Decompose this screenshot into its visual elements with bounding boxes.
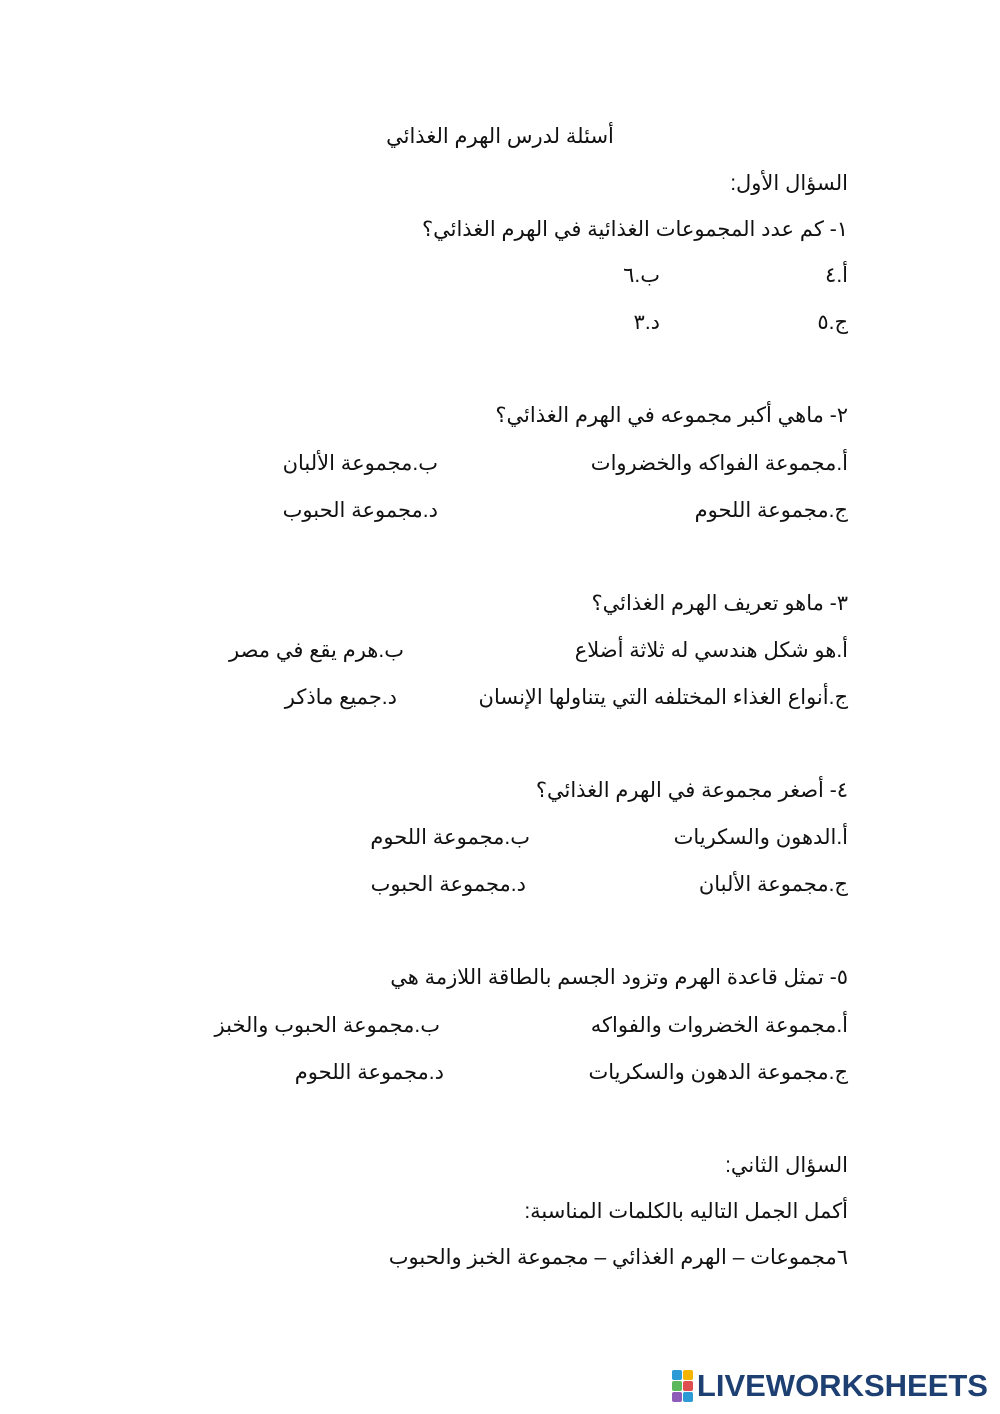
question-4-option-d[interactable]: د.مجموعة الحبوب bbox=[370, 873, 526, 896]
page-title: أسئلة لدرس الهرم الغذائي bbox=[386, 125, 614, 148]
question-1-option-b[interactable]: ب.٦ bbox=[623, 264, 660, 287]
question-4-option-a[interactable]: أ.الدهون والسكريات bbox=[673, 826, 848, 849]
question-2-option-b[interactable]: ب.مجموعة الألبان bbox=[282, 452, 438, 475]
question-2-text: ٢- ماهي أكبر مجموعه في الهرم الغذائي؟ bbox=[495, 404, 848, 427]
question-2-option-d[interactable]: د.مجموعة الحبوب bbox=[282, 499, 438, 522]
word-bank: ٦مجموعات – الهرم الغذائي – مجموعة الخبز والحبوب bbox=[388, 1246, 848, 1269]
section-2-instruction: أكمل الجمل التاليه بالكلمات المناسبة: bbox=[524, 1200, 848, 1223]
question-1-option-d[interactable]: د.٣ bbox=[633, 311, 660, 334]
question-1-option-a[interactable]: أ.٤ bbox=[825, 264, 848, 287]
question-5-option-b[interactable]: ب.مجموعة الحبوب والخبز bbox=[214, 1014, 440, 1037]
section-2-heading: السؤال الثاني: bbox=[725, 1154, 848, 1177]
question-2-option-c[interactable]: ج.مجموعة اللحوم bbox=[694, 499, 848, 522]
question-5-option-d[interactable]: د.مجموعة اللحوم bbox=[294, 1061, 444, 1084]
question-3-option-b[interactable]: ب.هرم يقع في مصر bbox=[228, 639, 404, 662]
liveworksheets-logo[interactable] bbox=[672, 1368, 988, 1404]
question-5-option-c[interactable]: ج.مجموعة الدهون والسكريات bbox=[588, 1061, 848, 1084]
question-5-option-a[interactable]: أ.مجموعة الخضروات والفواكه bbox=[590, 1014, 848, 1037]
question-3-text: ٣- ماهو تعريف الهرم الغذائي؟ bbox=[591, 592, 848, 615]
liveworksheets-logo-icon bbox=[672, 1370, 693, 1402]
question-3-option-c[interactable]: ج.أنواع الغذاء المختلفه التي يتناولها الإنسان bbox=[478, 686, 848, 709]
question-4-option-b[interactable]: ب.مجموعة اللحوم bbox=[370, 826, 530, 849]
question-2-option-a[interactable]: أ.مجموعة الفواكه والخضروات bbox=[590, 452, 848, 475]
question-4-text: ٤- أصغر مجموعة في الهرم الغذائي؟ bbox=[535, 779, 848, 802]
section-1-heading: السؤال الأول: bbox=[730, 172, 848, 195]
liveworksheets-logo-text: LIVEWORKSHEETS bbox=[696, 1368, 988, 1403]
question-4-option-c[interactable]: ج.مجموعة الألبان bbox=[698, 873, 848, 896]
question-1-option-c[interactable]: ج.٥ bbox=[817, 311, 848, 334]
question-3-option-d[interactable]: د.جميع ماذكر bbox=[284, 686, 397, 709]
question-5-text: ٥- تمثل قاعدة الهرم وتزود الجسم بالطاقة اللازمة هي bbox=[390, 966, 848, 989]
question-3-option-a[interactable]: أ.هو شكل هندسي له ثلاثة أضلاع bbox=[574, 639, 848, 662]
question-1-text: ١- كم عدد المجموعات الغذائية في الهرم الغذائي؟ bbox=[421, 218, 848, 241]
